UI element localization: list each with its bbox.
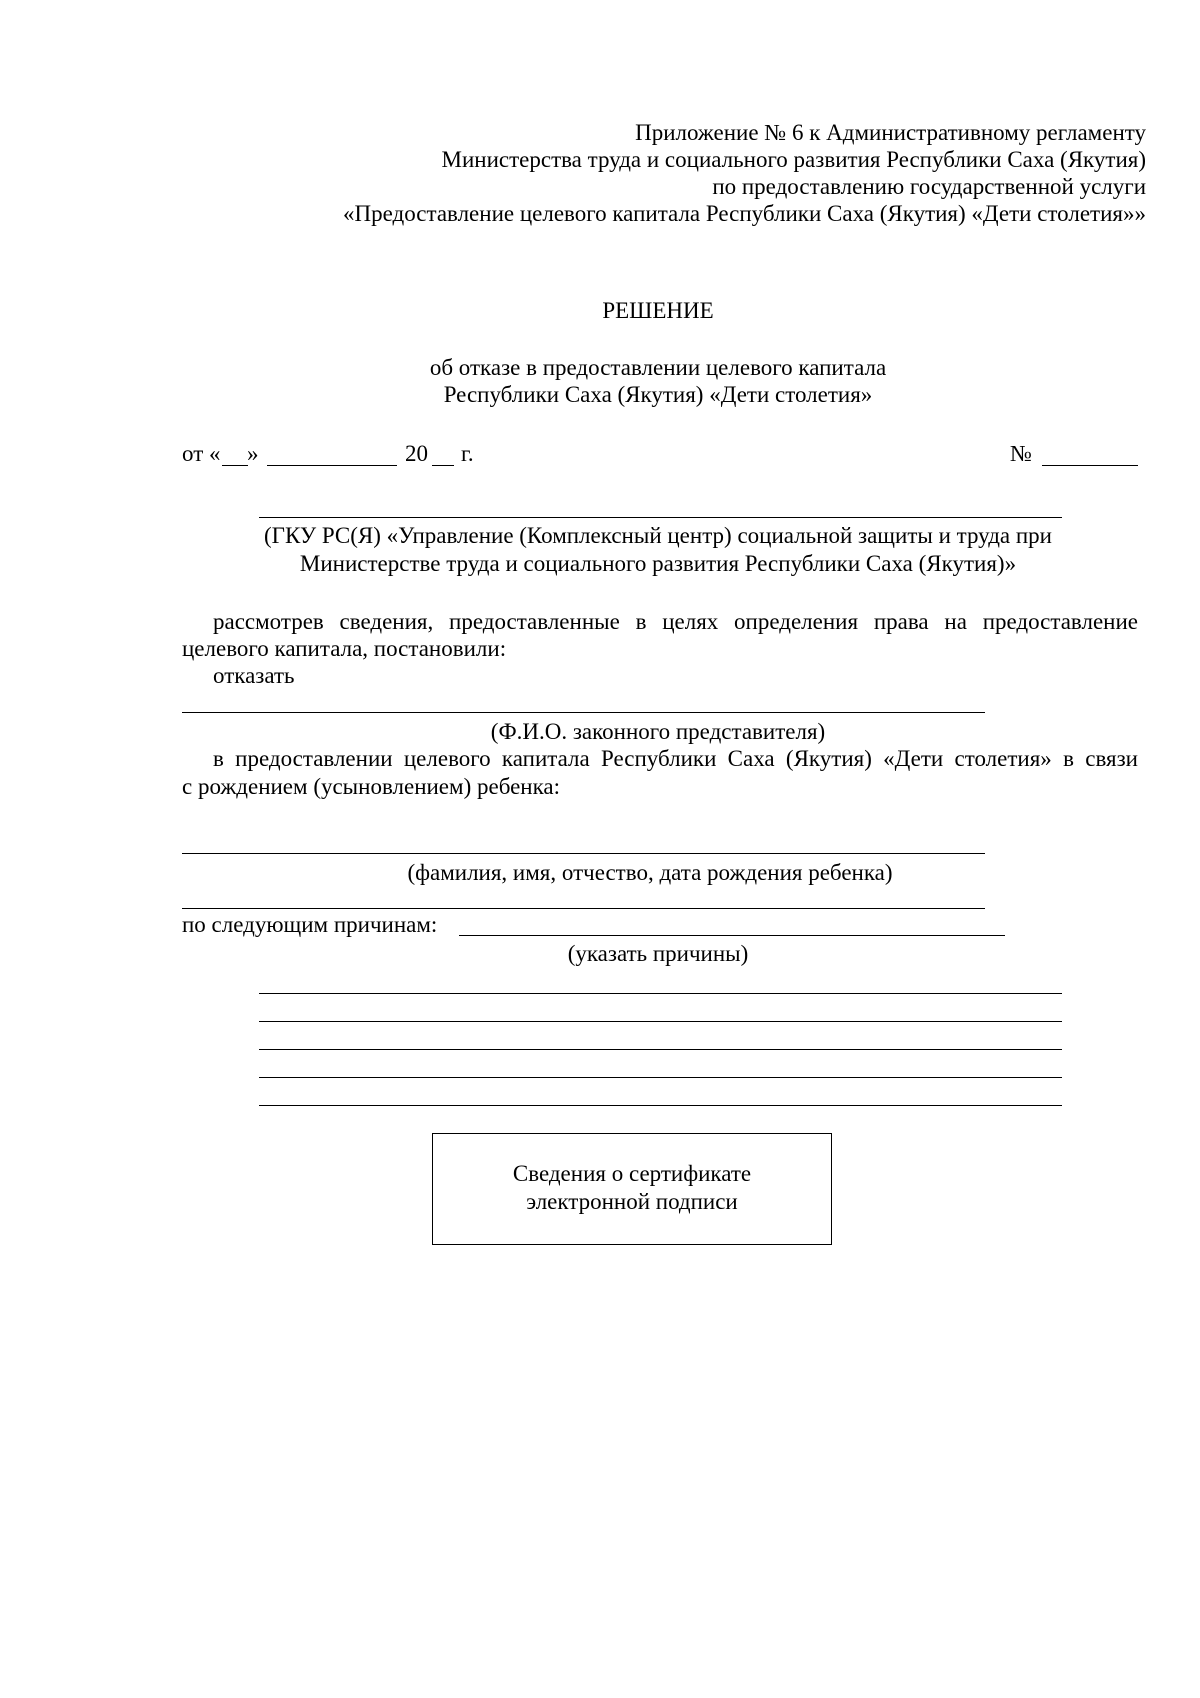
org-line-2: Министерстве труда и социального развития Республики Саха (Якутия)» [299, 551, 1017, 576]
year-prefix: 20 [405, 441, 428, 466]
child-caption: (фамилия, имя, отчество, дата рождения ребенка) [407, 860, 893, 885]
org-line-1: (ГКУ РС(Я) «Управление (Комплексный центр) социальной защиты и труда при [263, 523, 1052, 548]
header-line-1: Приложение № 6 к Административному регламенту [635, 120, 1146, 145]
reason-line-3[interactable] [259, 1049, 1062, 1050]
reason-line-2[interactable] [259, 1021, 1062, 1022]
signature-certificate-box [432, 1133, 832, 1245]
reason-line-4[interactable] [259, 1077, 1062, 1078]
para2-line-1: в предоставлении целевого капитала Республики Саха (Якутия) «Дети столетия» в связи [213, 746, 1138, 771]
child-blank-2[interactable] [182, 908, 985, 909]
reasons-label: по следующим причинам: [182, 912, 438, 937]
organization-blank[interactable] [259, 517, 1062, 518]
date-quote-close: » [247, 441, 259, 466]
reason-line-1[interactable] [259, 993, 1062, 994]
subtitle-line-1: об отказе в предоставлении целевого капитала [429, 355, 887, 380]
signature-box-line-2: электронной подписи [526, 1189, 738, 1214]
para2-line-2: с рождением (усыновлением) ребенка: [182, 774, 561, 799]
para1-line-2: целевого капитала, постановили: [182, 636, 507, 661]
year-blank[interactable] [432, 465, 454, 466]
reason-line-5[interactable] [259, 1105, 1062, 1106]
reasons-caption: (указать причины) [567, 941, 749, 966]
year-suffix: г. [461, 441, 474, 466]
document-title: РЕШЕНИЕ [602, 298, 714, 323]
representative-blank[interactable] [182, 712, 985, 713]
subtitle-line-2: Республики Саха (Якутия) «Дети столетия» [443, 382, 873, 407]
representative-caption: (Ф.И.О. законного представителя) [490, 719, 826, 744]
number-label: № [1010, 441, 1032, 466]
month-blank[interactable] [267, 465, 397, 466]
reasons-blank[interactable] [459, 935, 1005, 936]
header-line-3: по предоставлению государственной услуги [712, 174, 1146, 199]
child-blank[interactable] [182, 853, 985, 854]
signature-box-line-1: Сведения о сертификате [512, 1161, 752, 1186]
number-blank[interactable] [1042, 465, 1138, 466]
header-line-2: Министерства труда и социального развития Республики Саха (Якутия) [441, 147, 1146, 172]
para1-line-1: рассмотрев сведения, предоставленные в целях определения права на предоставление [213, 609, 1138, 634]
date-prefix: от « [182, 441, 221, 466]
day-blank[interactable] [222, 465, 248, 466]
refuse-text: отказать [213, 663, 295, 688]
header-line-4: «Предоставление целевого капитала Республики Саха (Якутия) «Дети столетия»» [342, 201, 1146, 226]
